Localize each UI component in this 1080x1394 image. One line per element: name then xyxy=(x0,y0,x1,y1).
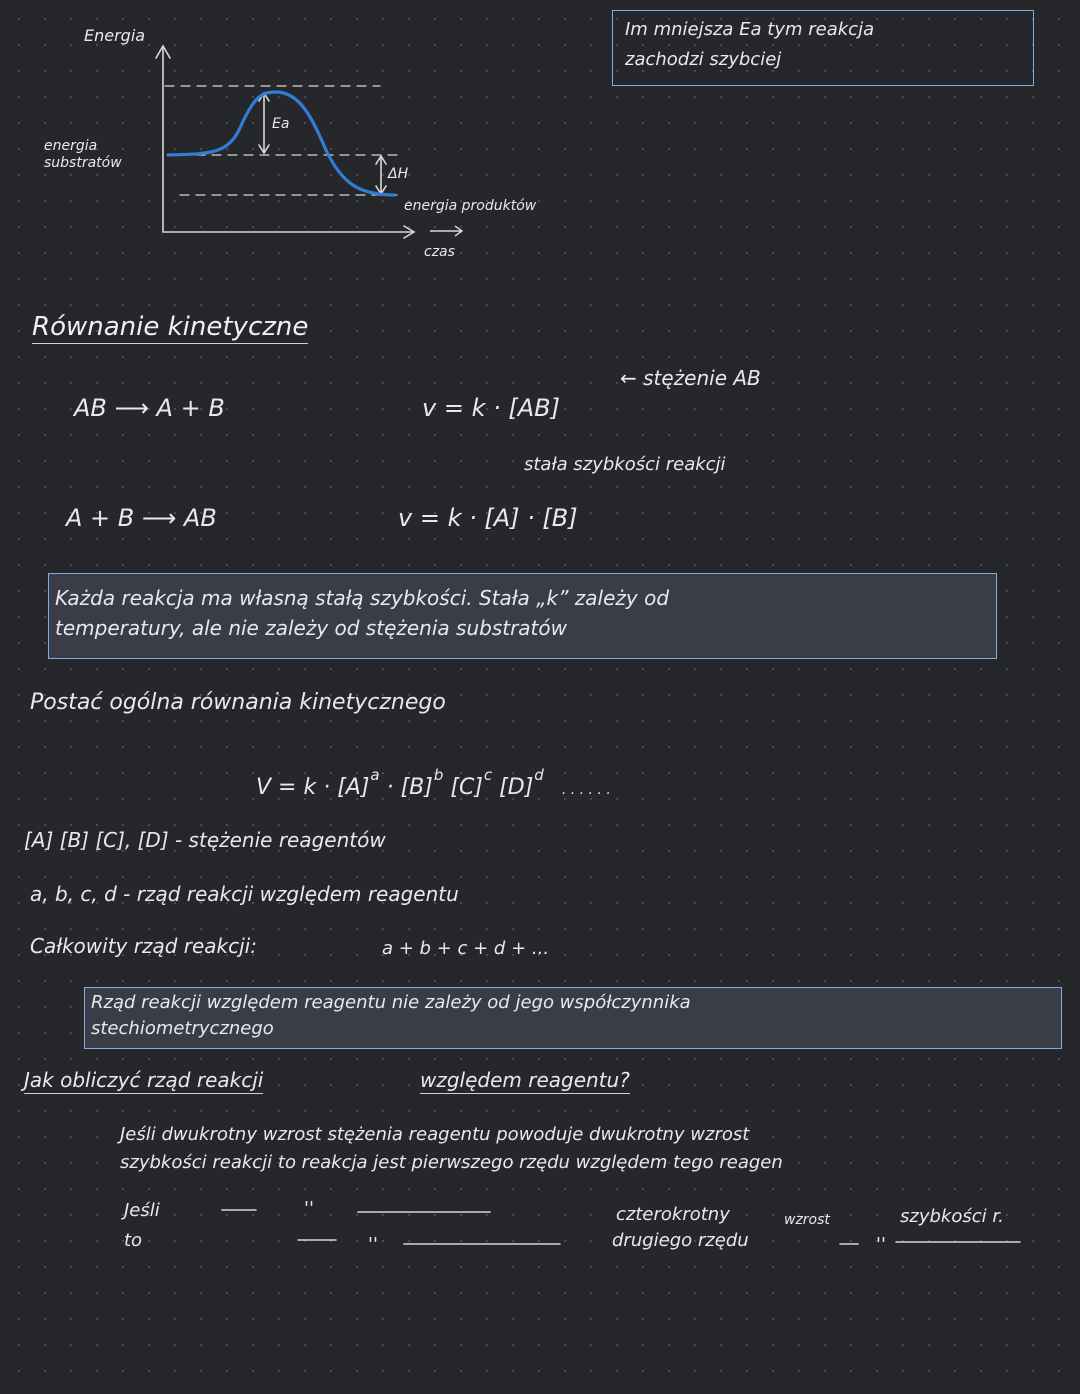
concentration-note: ← stężenie AB xyxy=(620,366,761,390)
eq-tail: . . . . . . xyxy=(561,782,611,798)
time-axis-label: czas xyxy=(424,244,455,260)
defs-line2: a, b, c, d - rząd reakcji względem reagentu xyxy=(30,882,459,906)
heading-text: Równanie kinetyczne xyxy=(32,312,309,342)
rule2-mid-line2: drugiego rzędu xyxy=(612,1230,749,1251)
eq-b-term: · [B] xyxy=(379,775,433,800)
stoichiometry-box-line2: stechiometrycznego xyxy=(91,1018,274,1039)
rate-equation-1: v = k · [AB] xyxy=(422,394,560,422)
eq-lhs: V = k · [A] xyxy=(256,775,370,800)
rate-equation-2: v = k · [A] · [B] xyxy=(398,504,578,532)
reaction-1: AB ⟶ A + B xyxy=(74,394,225,422)
rule2-szybkosci: szybkości r. xyxy=(900,1206,1004,1227)
defs-line3-label: Całkowity rząd reakcji: xyxy=(30,934,257,958)
rule1-line2: szybkości reakcji to reakcja jest pierwszego rzędu względem tego reagen xyxy=(120,1152,783,1173)
product-energy-label: energia produktów xyxy=(404,198,537,214)
rule2-ditto1: '' xyxy=(304,1198,314,1219)
eq-d-term: [D] xyxy=(492,775,534,800)
general-form-heading: Postać ogólna równania kinetycznego xyxy=(30,690,446,715)
defs-line1: [A] [B] [C], [D] - stężenie reagentów xyxy=(24,828,386,852)
reaction-2: A + B ⟶ AB xyxy=(66,504,217,532)
rule2-mid-line1: czterokrotny xyxy=(616,1204,730,1225)
top-note-line2: zachodzi szybciej xyxy=(625,49,782,70)
exp-c: c xyxy=(483,766,493,784)
defs-line3-value: a + b + c + d + ... xyxy=(382,938,550,959)
rate-constant-box-line2: temperatury, ale nie zależy od stężenia substratów xyxy=(55,616,567,640)
exp-a: a xyxy=(370,766,380,784)
substrate-energy-label: energia substratów xyxy=(44,138,122,171)
rule1-line1: Jeśli dwukrotny wzrost stężenia reagentu powoduje dwukrotny wzrost xyxy=(120,1124,750,1145)
question-b-text: względem reagentu? xyxy=(420,1068,630,1092)
ea-label: Ea xyxy=(272,116,290,132)
rule2-ditto3: '' xyxy=(876,1234,886,1255)
eq-c-term: [C] xyxy=(443,775,483,800)
top-note-line1: Im mniejsza Ea tym reakcja xyxy=(625,19,875,40)
exp-b: b xyxy=(433,766,444,784)
question-a-text: Jak obliczyć rząd reakcji xyxy=(24,1068,264,1092)
exp-d: d xyxy=(534,766,544,784)
dh-label: ΔH xyxy=(388,166,409,182)
rule2-to: to xyxy=(124,1230,143,1251)
rule2-wzrost: wzrost xyxy=(784,1212,830,1228)
rule2-jesli: Jeśli xyxy=(124,1200,160,1221)
rule2-ditto2: '' xyxy=(368,1234,378,1255)
rate-constant-note: stała szybkości reakcji xyxy=(524,454,726,475)
stoichiometry-box-line1: Rząd reakcji względem reagentu nie zależy od jego współczynnika xyxy=(91,992,691,1013)
rate-constant-box-line1: Każda reakcja ma własną stałą szybkości. Stała „k” zależy od xyxy=(55,586,670,610)
energy-axis-label: Energia xyxy=(84,26,146,45)
